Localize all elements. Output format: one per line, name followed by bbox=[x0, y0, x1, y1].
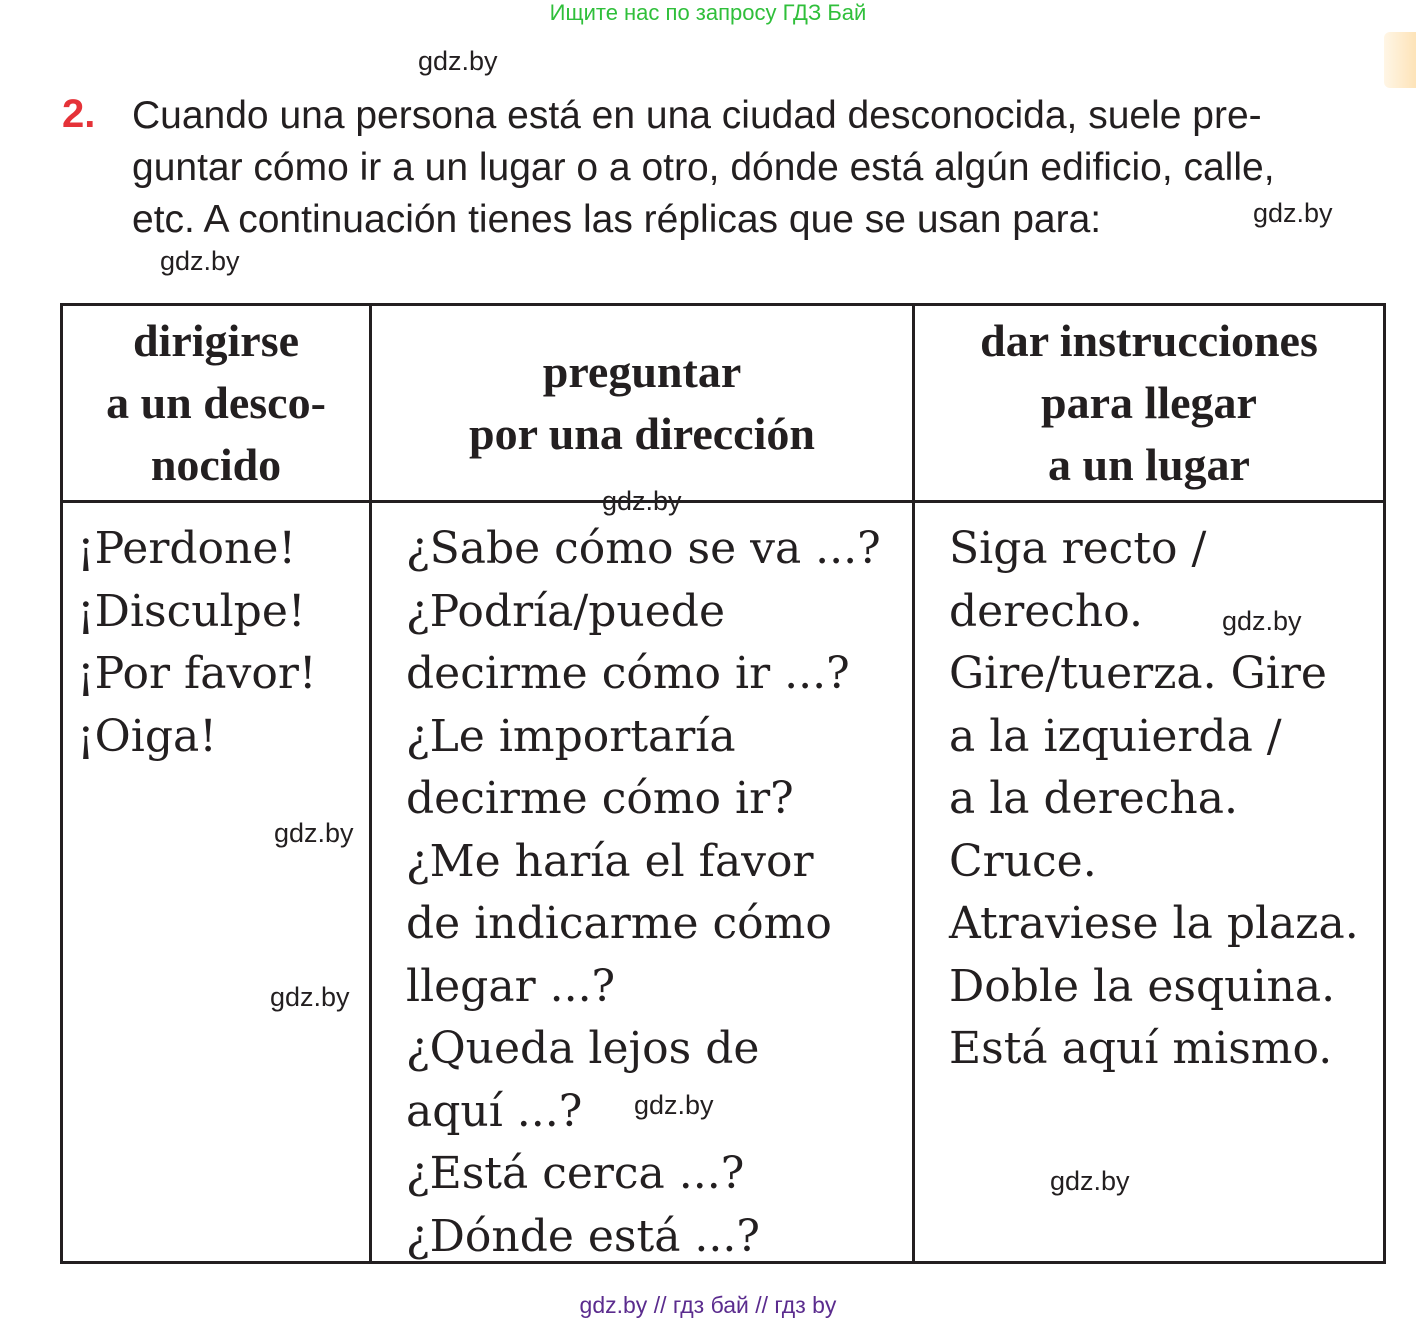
watermark: gdz.by bbox=[418, 46, 498, 76]
phrase: a la derecha. bbox=[949, 773, 1238, 824]
phrase: decirme cómo ir ...? bbox=[406, 648, 850, 699]
header-instructions bbox=[915, 306, 1383, 500]
watermark: gdz.by bbox=[634, 1090, 714, 1120]
phrase: ¿Queda lejos de bbox=[406, 1023, 760, 1074]
watermark: gdz.by bbox=[274, 818, 354, 848]
column-instructions bbox=[949, 518, 1359, 1081]
phrase: a la izquierda / bbox=[949, 710, 1282, 762]
header-line: para llegar bbox=[1041, 377, 1257, 428]
watermark: gdz.by bbox=[160, 246, 240, 276]
task-text bbox=[132, 90, 1392, 246]
watermark: gdz.by bbox=[602, 486, 682, 516]
watermark: gdz.by bbox=[1253, 198, 1333, 228]
phrase: Doble la esquina. bbox=[949, 960, 1336, 1012]
watermark: gdz.by bbox=[270, 982, 350, 1012]
header-line: por una dirección bbox=[469, 408, 815, 459]
phrase: derecho. bbox=[949, 585, 1143, 637]
header-asking bbox=[372, 306, 912, 500]
phrase: ¿Podría/puede bbox=[406, 585, 725, 637]
task-text-line: guntar cómo ir a un lugar o a otro, dónde está algún edificio, calle, bbox=[132, 146, 1275, 189]
phrase: Siga recto / bbox=[949, 523, 1207, 574]
phrases-table bbox=[60, 303, 1386, 1264]
phrase: de indicarme cómo bbox=[406, 898, 832, 949]
phrase: Atraviese la plaza. bbox=[949, 898, 1359, 949]
phrase: llegar ...? bbox=[406, 960, 616, 1012]
phrase: ¡Oiga! bbox=[77, 710, 217, 762]
watermark: gdz.by bbox=[1050, 1166, 1130, 1196]
task-number: 2. bbox=[62, 92, 96, 136]
phrase: Gire/tuerza. Gire bbox=[949, 648, 1327, 699]
phrase: Está aquí mismo. bbox=[949, 1023, 1333, 1074]
phrase: ¡Por favor! bbox=[77, 648, 317, 699]
header-line: dar instrucciones bbox=[980, 315, 1318, 366]
phrase: Cruce. bbox=[949, 835, 1097, 887]
footer-links[interactable]: gdz.by // гдз бай // гдз by bbox=[579, 1292, 837, 1318]
phrase: ¡Perdone! bbox=[77, 523, 297, 574]
column-asking bbox=[406, 518, 881, 1268]
phrase: ¡Disculpe! bbox=[77, 585, 306, 637]
phrase: aquí ...? bbox=[406, 1085, 583, 1137]
corner-tab bbox=[1384, 32, 1416, 88]
header-line: dirigirse bbox=[132, 315, 300, 366]
task-text-line: Cuando una persona está en una ciudad desconocida, suele pre- bbox=[132, 94, 1262, 137]
header-addressing bbox=[63, 306, 369, 500]
header-line: preguntar bbox=[542, 346, 742, 397]
phrase: ¿Está cerca ...? bbox=[406, 1148, 745, 1199]
task-text-line: etc. A continuación tienes las réplicas que se usan para: bbox=[132, 198, 1102, 241]
phrase: ¿Dónde está ...? bbox=[406, 1210, 760, 1262]
header-line: nocido bbox=[150, 439, 282, 490]
header-line: a un lugar bbox=[1048, 439, 1250, 490]
watermark: gdz.by bbox=[1222, 606, 1302, 636]
column-addressing bbox=[77, 518, 317, 768]
phrase: ¿Sabe cómo se va ...? bbox=[406, 523, 881, 574]
phrase: decirme cómo ir? bbox=[406, 773, 794, 824]
header-divider bbox=[63, 500, 1383, 503]
phrase: ¿Me haría el favor bbox=[406, 835, 814, 887]
phrase: ¿Le importaría bbox=[406, 710, 736, 762]
top-banner[interactable]: Ищите нас по запросу ГДЗ Бай bbox=[549, 0, 867, 25]
header-line: a un desco- bbox=[106, 377, 326, 428]
